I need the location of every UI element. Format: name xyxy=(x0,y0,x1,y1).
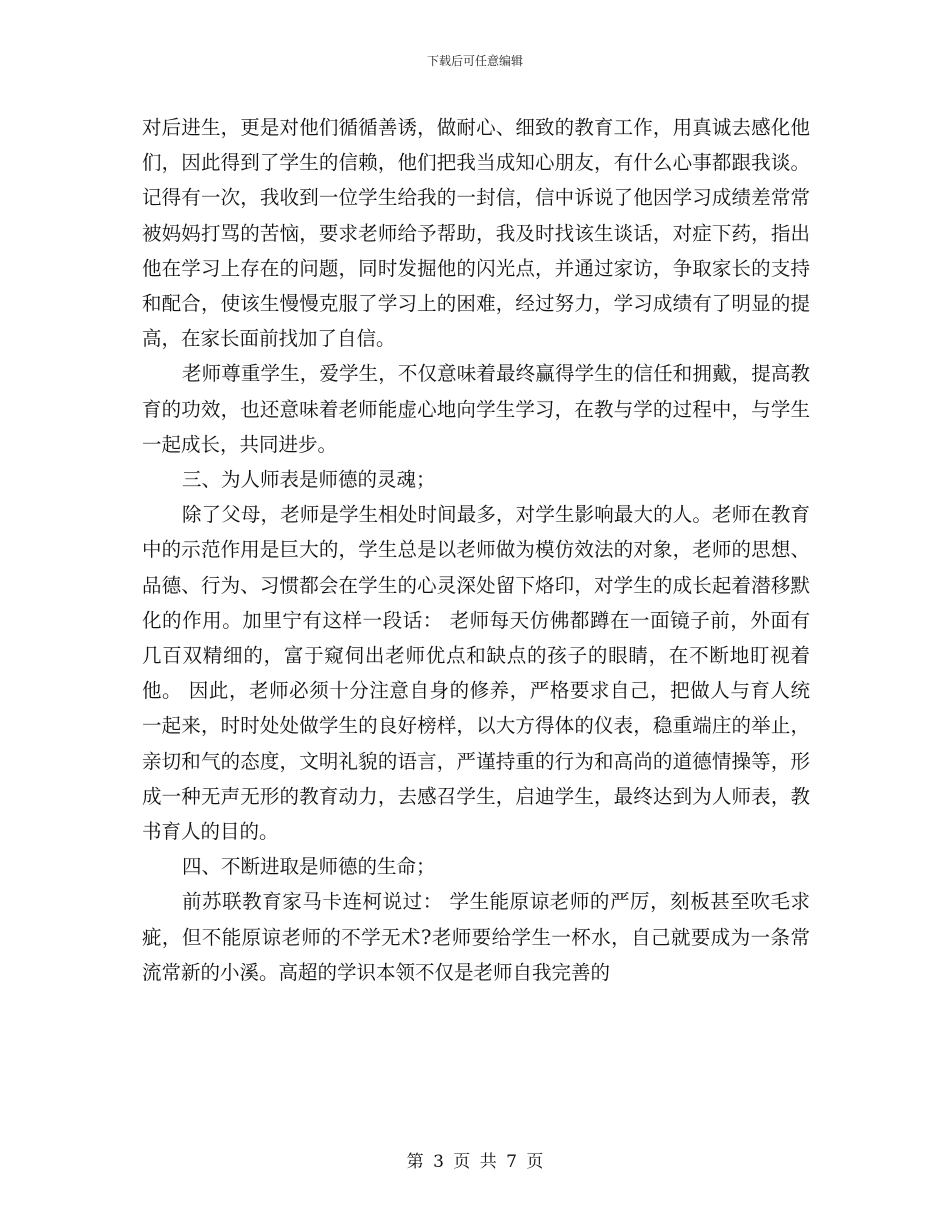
paragraph-continuation: 对后进生，更是对他们循循善诱，做耐心、细致的教育工作，用真诚去感化他们，因此得到了学生的信赖，他们把我当成知心朋友，有什么心事都跟我谈。记得有一次，我收到一位学生给我的一封信，信中诉说了他因学习成绩差常常被妈妈打骂的苦恼，要求老师给予帮助，我及时找该生谈话，对症下药，指出他在学习上存在的问题，同时发掘他的闪光点，并通过家访，争取家长的支持和配合，使该生慢慢克服了学习上的困难，经过努力，学习成绩有了明显的提高，在家长面前找加了自信。 xyxy=(142,116,810,351)
header-note: 下载后可任意编辑 xyxy=(426,54,523,68)
paragraph-respect-students: 老师尊重学生，爱学生，不仅意味着最终赢得学生的信任和拥戴，提高教育的功效，也还意味着老师能虚心地向学生学习，在教与学的过程中，与学生一起成长，共同进步。 xyxy=(142,362,810,456)
paragraph-makarenko: 前苏联教育家马卡连柯说过： 学生能原谅老师的严厉，刻板甚至吹毛求疵，但不能原谅老师的不学无术?老师要给学生一杯水，自己就要成为一条常流常新的小溪。高超的学识本领不仅是老师自我完善的 xyxy=(142,890,810,984)
page-number: 第 3 页 共 7 页 xyxy=(406,1152,544,1172)
document-body xyxy=(142,110,810,990)
section-heading-three: 三、为人师表是师德的灵魂； xyxy=(182,468,436,492)
paragraph-role-model: 除了父母，老师是学生相处时间最多，对学生影响最大的人。老师在教育中的示范作用是巨大的，学生总是以老师做为模仿效法的对象，老师的思想、品德、行为、习惯都会在学生的心灵深处留下烙印，对学生的成长起着潜移默化的作用。加里宁有这样一段话： 老师每天仿佛都蹲在一面镜子前，外面有几百双精细的，富于窥伺出老师优点和缺点的孩子的眼睛，在不断地盯视着他。 因此，老师必须十分注意自身的修养，严格要求自己，把做人与育人统一起来，时时处处做学生的良好榜样，以大方得体的仪表，稳重端庄的举止，亲切和气的态度，文明礼貌的语言，严谨持重的行为和高尚的道德情操等，形成一种无声无形的教育动力，去感召学生，启迪学生，最终达到为人师表，教书育人的目的。 xyxy=(142,503,810,844)
section-heading-four: 四、不断进取是师德的生命； xyxy=(182,855,436,879)
